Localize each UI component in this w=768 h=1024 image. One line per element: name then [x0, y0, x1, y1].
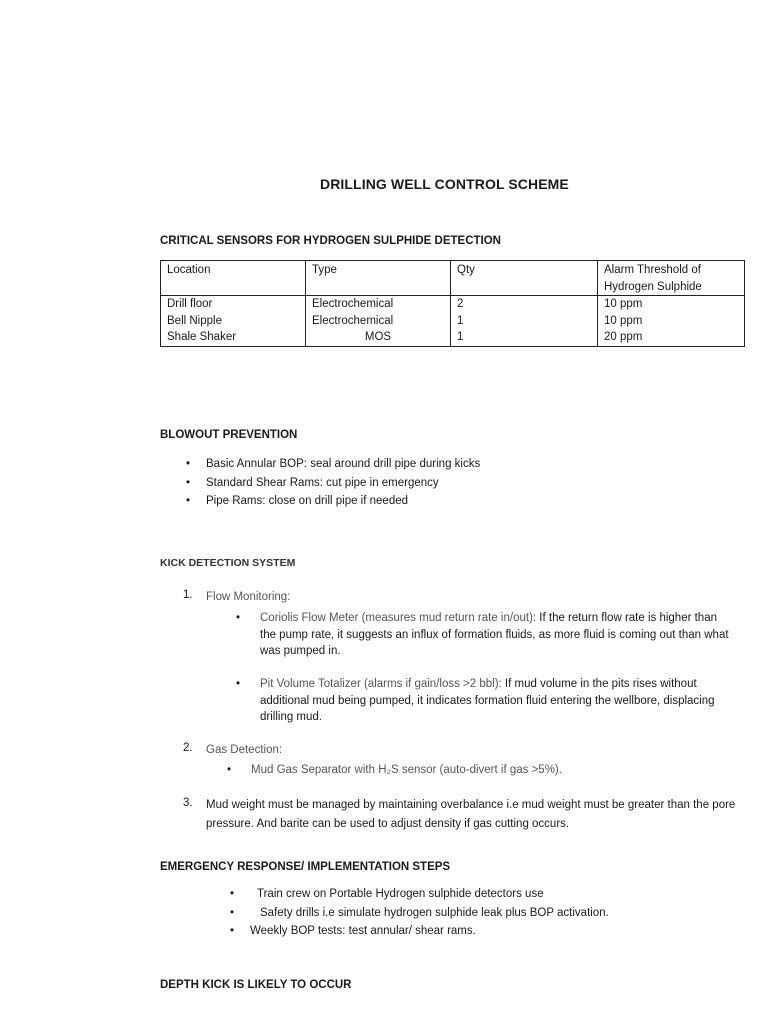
column-header: Type [306, 261, 451, 296]
table-row [161, 313, 745, 330]
coriolis-lead: Coriolis Flow Meter (measures mud return rate in/out): [260, 612, 537, 624]
mud-weight-text: Mud weight must be managed by maintaining overbalance i.e mud weight must be greater than the pore pressure. And barite can be used to adjust density if gas cutting occurs. [206, 799, 736, 830]
emergency-list [230, 885, 609, 941]
list-number: 2. [183, 742, 193, 754]
depth-heading: DEPTH KICK IS LIKELY TO OCCUR [160, 979, 352, 991]
pit-volume-text: If mud volume in the pits rises without additional mud being pumped, it indicates formation fluid entering the wellbore, displacing drilling mud. [260, 678, 715, 723]
table-cell: Bell Nipple [161, 313, 306, 330]
gas-detection-label: Gas Detection: [206, 744, 283, 756]
pit-volume-lead: Pit Volume Totalizer (alarms if gain/loss >2 bbl): [260, 678, 502, 690]
sensors-heading: CRITICAL SENSORS FOR HYDROGEN SULPHIDE DETECTION [160, 235, 501, 247]
mud-gas-separator-text: Mud Gas Separator with H₂S sensor (auto-divert if gas >5%). [251, 764, 562, 776]
table-cell: MOS [306, 329, 451, 346]
sensors-table [160, 260, 745, 347]
mud-gas-separator-item: • Mud Gas Separator with H₂S sensor (auto-divert if gas >5%). [227, 764, 562, 776]
blowout-heading: BLOWOUT PREVENTION [160, 429, 298, 441]
table-row [161, 296, 745, 313]
emergency-heading: EMERGENCY RESPONSE/ IMPLEMENTATION STEPS [160, 861, 451, 873]
coriolis-item: • Coriolis Flow Meter (measures mud return rate in/out): If the return flow rate is higher than the pump rate, it suggests an influx of formation fluids, as more fluid is coming out than what was pumped in. [236, 612, 729, 657]
list-number: 3. [183, 797, 193, 809]
pit-volume-item: • Pit Volume Totalizer (alarms if gain/loss >2 bbl): If mud volume in the pits rises without additional mud being pumped, it indicates formation fluid entering the wellbore, displacing drilling mud. [236, 678, 715, 723]
column-header: Location [161, 261, 306, 296]
list-item: • Standard Shear Rams: cut pipe in emergency [186, 474, 480, 493]
table-cell: 10 ppm [598, 313, 745, 330]
table-header-row [161, 261, 745, 296]
kick-heading: KICK DETECTION SYSTEM [160, 557, 296, 569]
table-cell: 10 ppm [598, 296, 745, 313]
table-cell: 2 [451, 296, 598, 313]
coriolis-text: If the return flow rate is higher than the pump rate, it suggests an influx of formation fluids, as more fluid is coming out than what was pumped in. [260, 612, 729, 657]
table-cell: 1 [451, 313, 598, 330]
column-header: Qty [451, 261, 598, 296]
list-item: • Train crew on Portable Hydrogen sulphide detectors use [230, 885, 609, 904]
list-number: 1. [183, 589, 193, 601]
column-header: Alarm Threshold of Hydrogen Sulphide [598, 261, 745, 296]
table-cell: Electrochemical [306, 296, 451, 313]
document-title: DRILLING WELL CONTROL SCHEME [320, 176, 569, 192]
list-item: • Basic Annular BOP: seal around drill pipe during kicks [186, 455, 480, 474]
list-item: • Pipe Rams: close on drill pipe if needed [186, 492, 480, 511]
table-cell: 1 [451, 329, 598, 346]
table-cell: Drill floor [161, 296, 306, 313]
table-row [161, 329, 745, 346]
table-cell: Shale Shaker [161, 329, 306, 346]
list-item: • Safety drills i.e simulate hydrogen sulphide leak plus BOP activation. [230, 904, 609, 923]
blowout-list [186, 455, 480, 511]
table-cell: 20 ppm [598, 329, 745, 346]
list-item: • Weekly BOP tests: test annular/ shear rams. [230, 922, 609, 941]
flow-monitoring-label: Flow Monitoring: [206, 591, 291, 603]
table-cell: Electrochemical [306, 313, 451, 330]
